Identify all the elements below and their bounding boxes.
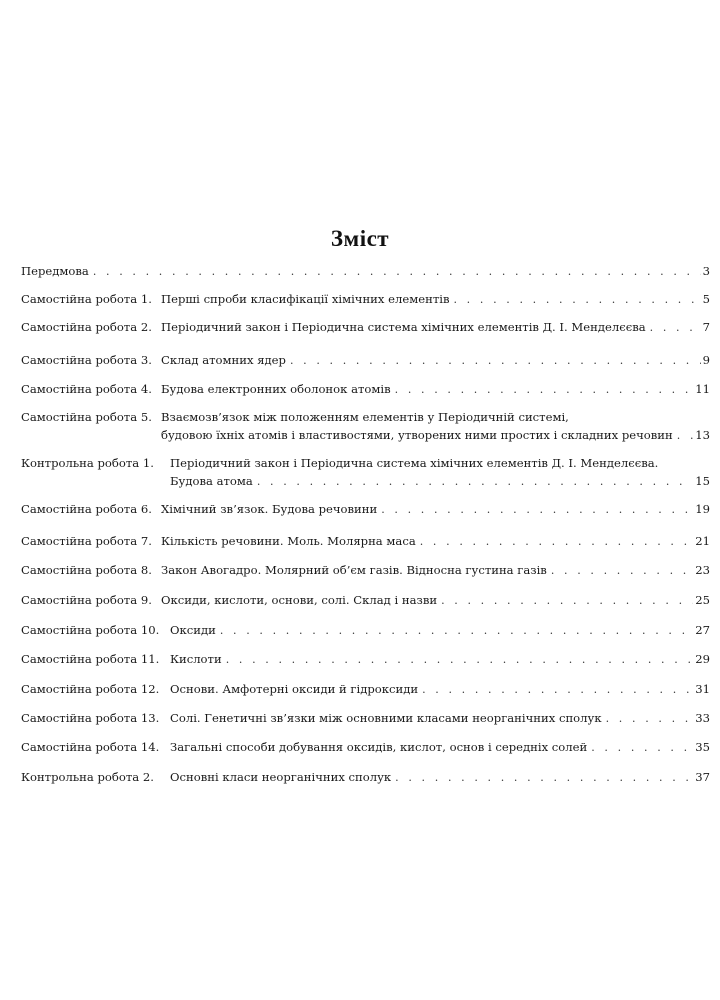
toc-line	[170, 709, 710, 728]
page-title: Зміст	[330, 226, 390, 251]
toc-entry-title: Хімічний зв’язок. Будова речовини	[161, 502, 378, 516]
dot-leader	[453, 291, 700, 309]
toc-line	[170, 650, 710, 669]
dot-leader	[395, 769, 693, 787]
toc-entry-label: Самостійна робота 7.	[21, 534, 152, 548]
toc-entry-label: Самостійна робота 6.	[21, 502, 152, 516]
toc-entry-title: Оксиди, кислоти, основи, солі. Склад і назви	[161, 593, 438, 607]
toc-page-number: 19	[695, 502, 710, 516]
toc-line	[161, 408, 710, 426]
toc-line	[161, 351, 710, 370]
toc-entry-label: Контрольна робота 1.	[21, 456, 154, 470]
toc-entry-label: Самостійна робота 9.	[21, 593, 152, 607]
dot-leader	[606, 710, 694, 728]
toc-entry-title: Загальні способи добування оксидів, кислот, основ і середніх солей	[170, 740, 588, 754]
toc-entry-title: Періодичний закон і Періодична система хімічних елементів Д. І. Менделєєва.	[170, 456, 659, 470]
toc-entry-title-continued: Будова атома	[170, 474, 253, 488]
toc-page-number: 29	[695, 652, 710, 666]
toc-entry-title: Будова електронних оболонок атомів	[161, 382, 391, 396]
toc-entry-label: Самостійна робота 8.	[21, 563, 152, 577]
toc-line	[170, 621, 710, 640]
toc-entry-label: Самостійна робота 10.	[21, 623, 160, 637]
toc-entry-title-continued: будовою їхніх атомів і властивостями, утворених ними простих і складних речовин	[161, 428, 673, 442]
dot-leader	[226, 651, 694, 669]
toc-entry-title: Кислоти	[170, 652, 222, 666]
toc-page-number: 33	[695, 711, 710, 725]
toc-line	[161, 500, 710, 519]
toc-page-number: 27	[695, 623, 710, 637]
toc-entry-label: Самостійна робота 1.	[21, 292, 152, 306]
toc-line	[161, 532, 710, 551]
toc-entry-title: Основні класи неорганічних сполук	[170, 770, 392, 784]
toc-entry-label: Самостійна робота 5.	[21, 410, 152, 424]
dot-leader	[591, 739, 693, 757]
toc-line	[161, 426, 710, 445]
toc-entry-title: Солі. Генетичні зв’язки між основними класами неорганічних сполук	[170, 711, 602, 725]
toc-entry-title: Основи. Амфотерні оксиди й гідроксиди	[170, 682, 419, 696]
toc-entry-label: Самостійна робота 13.	[21, 711, 160, 725]
toc-line	[161, 591, 710, 610]
toc-entry-label: Самостійна робота 11.	[21, 652, 160, 666]
dot-leader	[395, 381, 694, 399]
dot-leader	[220, 622, 693, 640]
dot-leader	[93, 263, 701, 281]
dot-leader	[420, 533, 694, 551]
toc-entry-label: Самостійна робота 12.	[21, 682, 160, 696]
dot-leader	[441, 592, 693, 610]
toc-entry-label: Самостійна робота 2.	[21, 320, 152, 334]
toc-entry-label: Контрольна робота 2.	[21, 770, 154, 784]
toc-page-number: 31	[695, 682, 710, 696]
toc-entry-title: Склад атомних ядер	[161, 353, 286, 367]
toc-page-number: 23	[695, 563, 710, 577]
toc-page-number: 3	[702, 264, 710, 278]
toc-entry-title: Взаємозв’язок між положенням елементів у Періодичній системі,	[161, 410, 569, 424]
dot-leader	[422, 681, 693, 699]
toc-entry-title: Оксиди	[170, 623, 216, 637]
dot-leader	[677, 427, 693, 445]
dot-leader	[290, 352, 701, 370]
dot-leader	[257, 473, 693, 491]
toc-entry-title: Перші спроби класифікації хімічних елементів	[161, 292, 450, 306]
toc-line	[21, 262, 710, 281]
toc-entry-label: Передмова	[21, 264, 89, 278]
toc-page-number: 35	[695, 740, 710, 754]
dot-leader	[381, 501, 693, 519]
toc-line	[170, 738, 710, 757]
toc-line	[170, 454, 710, 472]
toc-page-number: 37	[695, 770, 710, 784]
toc-page-number: 7	[702, 320, 710, 334]
toc-line	[161, 561, 710, 580]
dot-leader	[551, 562, 693, 580]
toc-page-number: 11	[695, 382, 710, 396]
toc-line	[170, 472, 710, 491]
toc-page-number: 5	[702, 292, 710, 306]
toc-page-number: 15	[695, 474, 710, 488]
toc-entry-title: Кількість речовини. Моль. Молярна маса	[161, 534, 416, 548]
toc-entry-title: Закон Авогадро. Молярний об’єм газів. Відносна густина газів	[161, 563, 547, 577]
dot-leader	[650, 319, 701, 337]
toc-page-number: 13	[695, 428, 710, 442]
toc-line	[170, 680, 710, 699]
toc-entry-label: Самостійна робота 4.	[21, 382, 152, 396]
toc-entry-label: Самостійна робота 3.	[21, 353, 152, 367]
toc-page-number: 21	[695, 534, 710, 548]
toc-line	[161, 290, 710, 309]
toc-entry-title: Періодичний закон і Періодична система хімічних елементів Д. І. Менделєєва	[161, 320, 646, 334]
toc-line	[161, 318, 710, 337]
toc-line	[170, 768, 710, 787]
toc-entry-label: Самостійна робота 14.	[21, 740, 160, 754]
toc-line	[161, 380, 710, 399]
toc-page-number: 25	[695, 593, 710, 607]
toc-page-number: 9	[702, 353, 710, 367]
